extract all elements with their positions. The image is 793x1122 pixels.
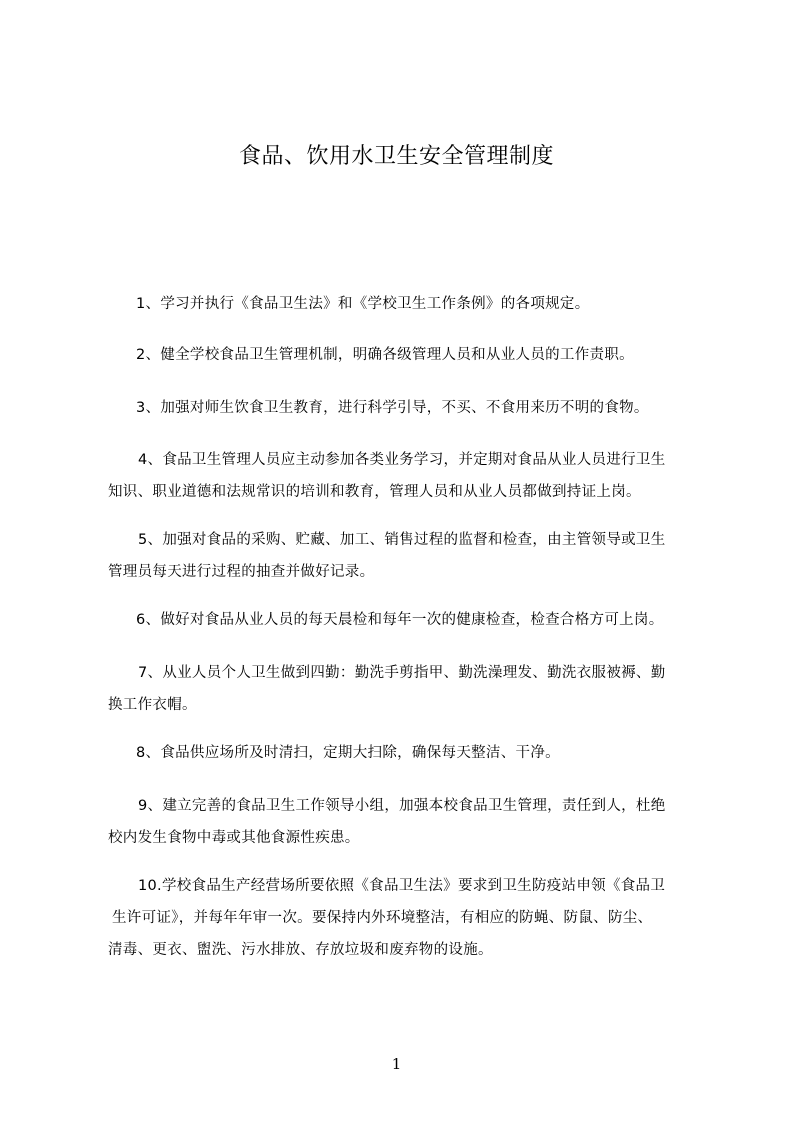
paragraph-line: 管理员每天进行过程的抽查并做好记录。 bbox=[108, 564, 375, 580]
paragraph-6 bbox=[108, 604, 708, 636]
paragraph-1 bbox=[108, 288, 708, 320]
paragraph-7 bbox=[108, 657, 708, 721]
paragraph-line: 9、建立完善的食品卫生工作领导小组，加强本校食品卫生管理，责任到人，杜绝 bbox=[138, 798, 666, 814]
paragraph-line: 8、食品供应场所及时清扫，定期大扫除，确保每天整洁、干净。 bbox=[136, 745, 560, 761]
paragraph-8 bbox=[108, 737, 708, 769]
paragraph-5 bbox=[108, 524, 708, 588]
paragraph-line: 换工作衣帽。 bbox=[108, 697, 197, 713]
paragraph-line: 2、健全学校食品卫生管理机制，明确各级管理人员和从业人员的工作责职。 bbox=[136, 347, 634, 363]
paragraph-3 bbox=[108, 392, 708, 424]
paragraph-4 bbox=[108, 444, 708, 508]
document-title: 食品、饮用水卫生安全管理制度 bbox=[238, 144, 554, 169]
paragraph-9 bbox=[108, 790, 708, 854]
paragraph-line: 生许可证》，并每年年审一次。要保持内外环境整洁，有相应的防蝇、防鼠、防尘、 bbox=[112, 910, 653, 926]
paragraph-line: 7、从业人员个人卫生做到四勤：勤洗手剪指甲、勤洗澡理发、勤洗衣服被褥、勤 bbox=[138, 665, 666, 681]
paragraph-2 bbox=[108, 339, 708, 371]
paragraph-line: 清毒、更衣、盥洗、污水排放、存放垃圾和废弃物的设施。 bbox=[108, 942, 493, 958]
paragraph-line: 1、学习并执行《食品卫生法》和《学校卫生工作条例》的各项规定。 bbox=[136, 296, 590, 312]
paragraph-line: 5、加强对食品的采购、贮藏、加工、销售过程的监督和检查，由主管领导或卫生 bbox=[138, 532, 666, 548]
paragraph-10 bbox=[108, 870, 708, 966]
paragraph-line: 10.学校食品生产经营场所要依照《食品卫生法》要求到卫生防疫站申领《食品卫 bbox=[138, 878, 666, 894]
paragraph-line: 校内发生食物中毒或其他食源性疾患。 bbox=[108, 830, 360, 846]
page-number: 1 bbox=[391, 1055, 402, 1073]
paragraph-line: 3、加强对师生饮食卫生教育，进行科学引导，不买、不食用来历不明的食物。 bbox=[136, 400, 649, 416]
paragraph-line: 知识、职业道德和法规常识的培训和教育，管理人员和从业人员都做到持证上岗。 bbox=[108, 484, 641, 500]
paragraph-line: 6、做好对食品从业人员的每天晨检和每年一次的健康检查，检查合格方可上岗。 bbox=[136, 612, 664, 628]
paragraph-line: 4、食品卫生管理人员应主动参加各类业务学习，并定期对食品从业人员进行卫生 bbox=[138, 452, 666, 468]
